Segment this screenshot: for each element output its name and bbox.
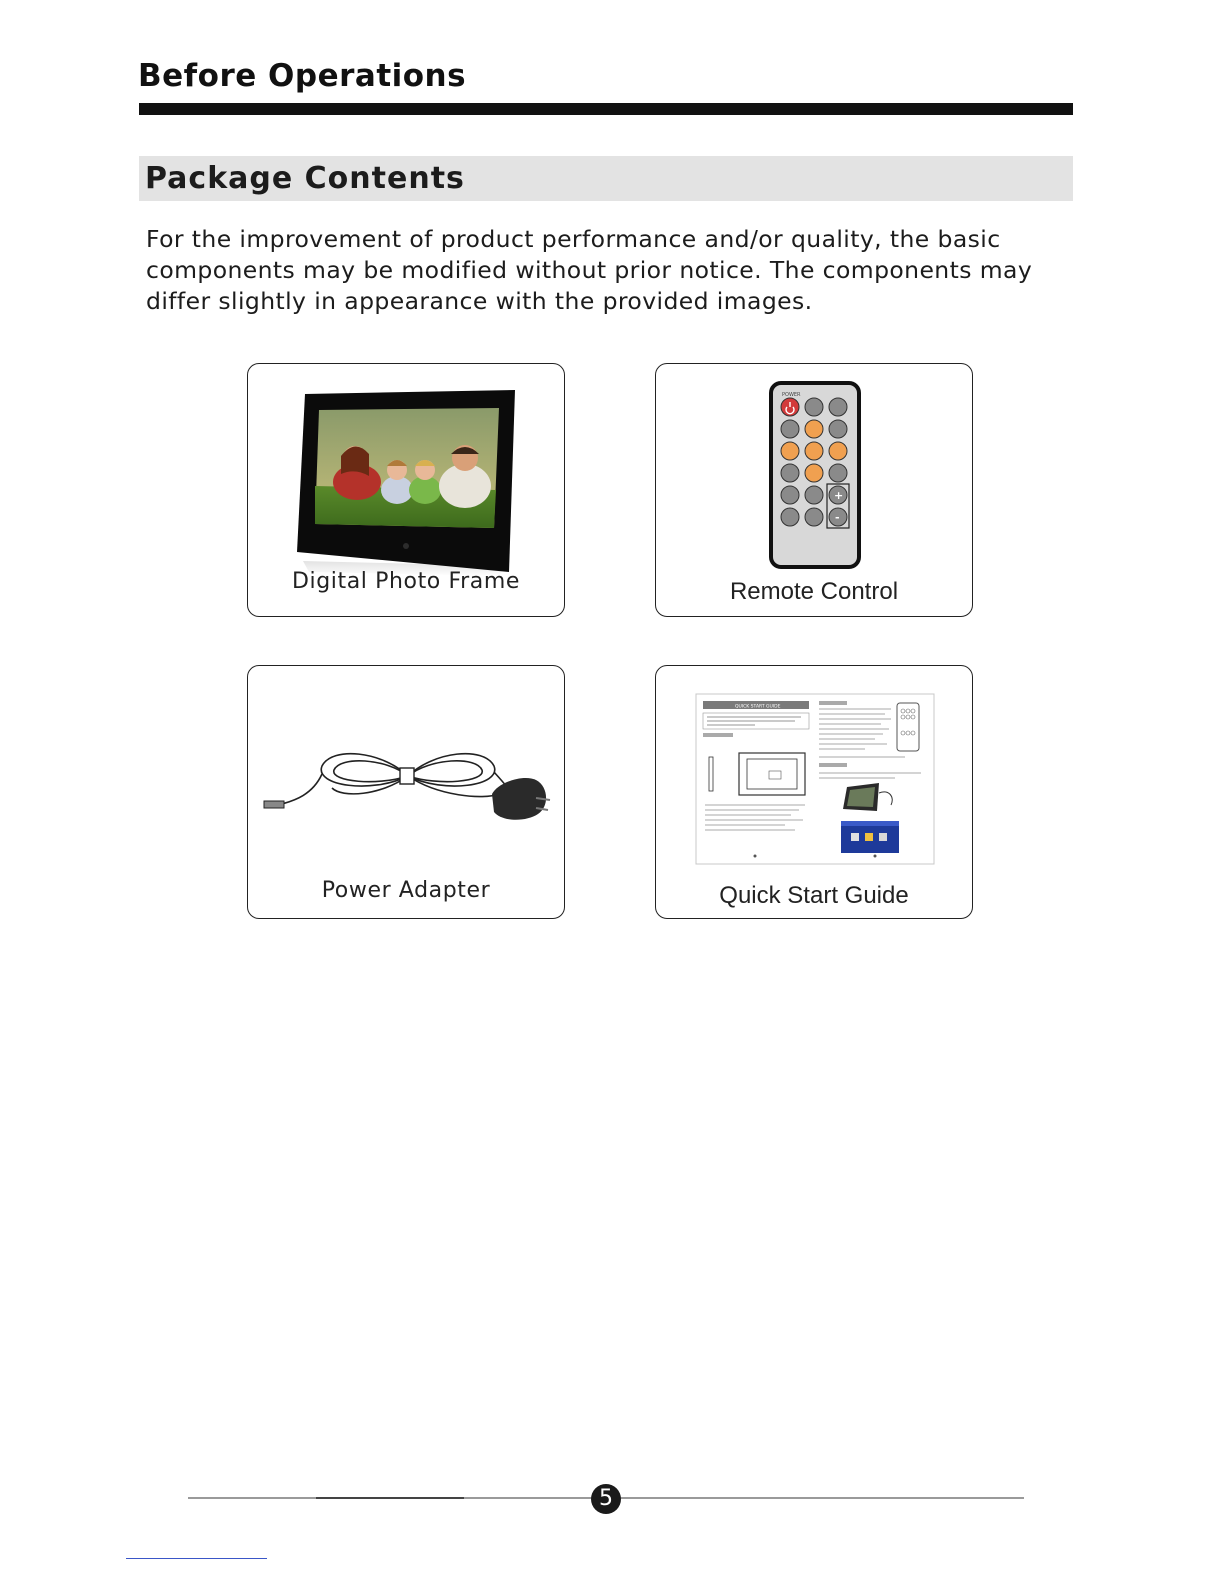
remote-control-image [768, 381, 864, 571]
page-title: Before Operations [138, 58, 467, 94]
svg-text:+: + [834, 489, 844, 502]
item-label: Power Adapter [321, 878, 491, 903]
intro-paragraph: For the improvement of product performance and/or quality, the basic components may be modified without prior notice. The components may differ slightly in appearance with the provided images. [146, 225, 1033, 315]
section-title: Package Contents [145, 161, 465, 196]
title-rule [139, 103, 1073, 115]
remote-power-text: POWER [782, 392, 801, 398]
footer-rule-accent [316, 1497, 464, 1499]
page-number: 5 [591, 1484, 621, 1514]
photo-frame-image [293, 386, 523, 576]
guide-heading: QUICK START GUIDE [735, 704, 781, 710]
item-card-remote-control [655, 363, 973, 617]
svg-text:-: - [835, 511, 840, 524]
item-label: Remote Control [729, 578, 899, 605]
item-label: Quick Start Guide [719, 882, 909, 909]
corner-rule [126, 1558, 267, 1559]
item-label: Digital Photo Frame [291, 569, 521, 594]
power-adapter-image [262, 746, 554, 836]
section-header [139, 156, 1073, 201]
quick-start-guide-image [695, 693, 935, 865]
item-card-power-adapter [247, 665, 565, 919]
item-card-photo-frame [247, 363, 565, 617]
item-card-quick-start-guide [655, 665, 973, 919]
